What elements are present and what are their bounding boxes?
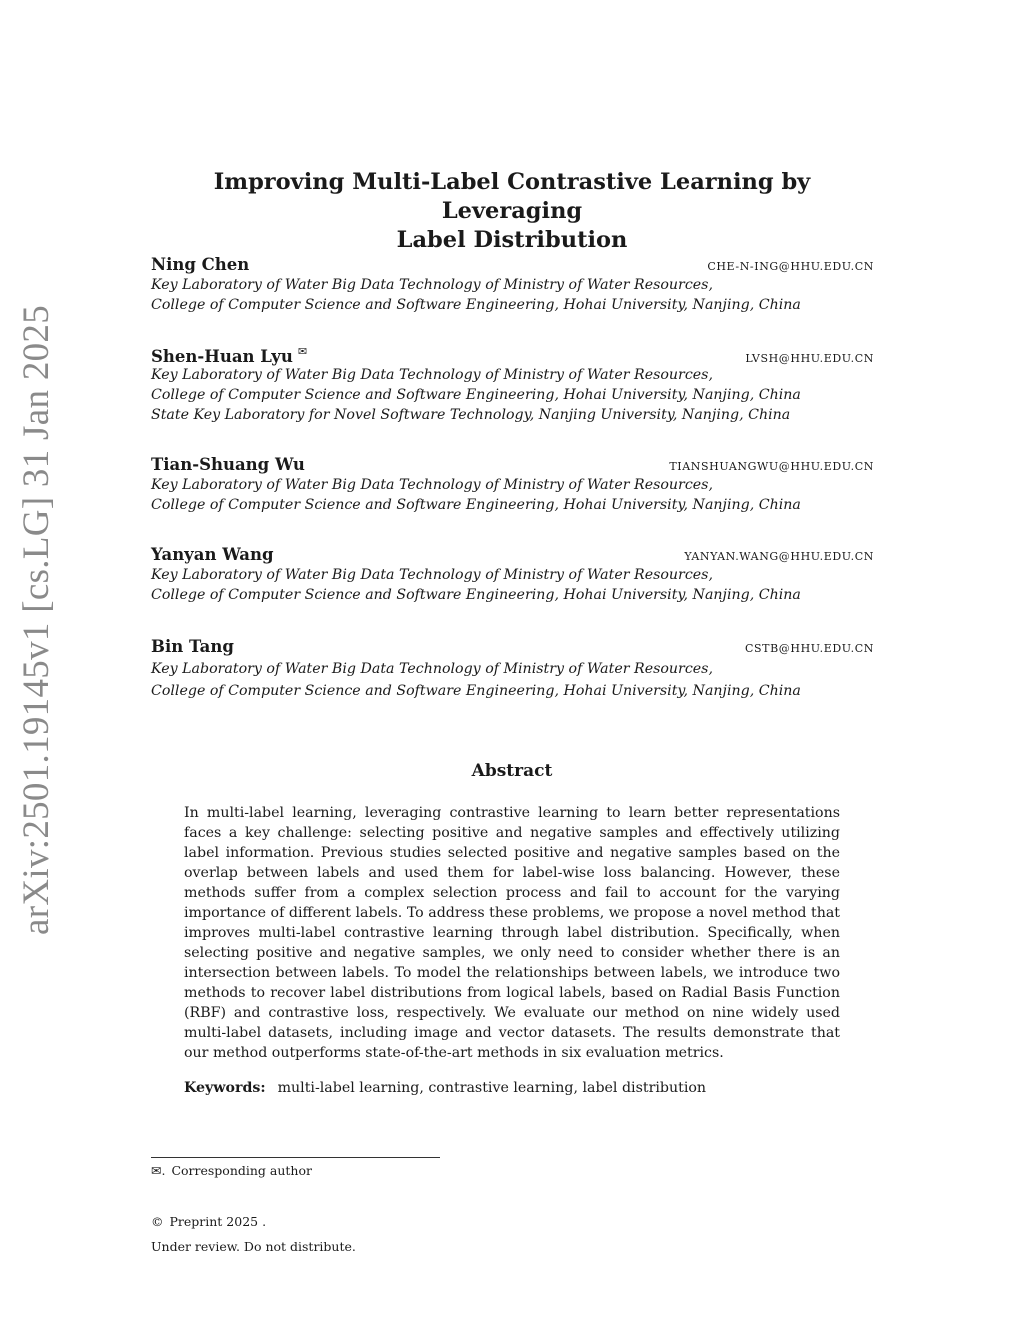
author-block xyxy=(151,255,874,315)
envelope-icon: ✉. xyxy=(151,1163,166,1178)
author-email[interactable]: TIANSHUANGWU@HHU.EDU.CN xyxy=(669,460,874,473)
author-block xyxy=(151,637,874,701)
author-affiliation: Key Laboratory of Water Big Data Technology of Ministry of Water Resources, xyxy=(151,477,713,493)
author-affiliation: College of Computer Science and Software Engineering, Hohai University, Nanjing, China xyxy=(151,587,801,603)
footnote-rule xyxy=(151,1157,440,1158)
author-name: Bin Tang xyxy=(151,637,234,656)
author-email[interactable]: YANYAN.WANG@HHU.EDU.CN xyxy=(684,550,874,563)
author-email[interactable]: CHE-N-ING@HHU.EDU.CN xyxy=(707,260,874,273)
author-block xyxy=(151,455,874,515)
footnote-corresponding xyxy=(151,1163,312,1179)
author-email[interactable]: CSTB@HHU.EDU.CN xyxy=(745,642,874,655)
abstract-text: In multi-label learning, leveraging contrastive learning to learn better representations faces a key challenge: selecting positive and negative samples and effectively utilizing label information. Previous studies selected positive and negative samples based on the overlap between labels and used them for label-wise loss balancing. However, these methods suffer from a complex selection process and fail to account for the varying importance of different labels. To address these problems, we propose a novel method that improves multi-label contrastive learning through label distribution. Specifically, when selecting positive and negative samples, we only need to consider whether there is an intersection between labels. To model the relationships between labels, we introduce two methods to recover label distributions from logical labels, based on Radial Basis Function (RBF) and contrastive loss, respectively. We evaluate our method on nine widely used multi-label datasets, including image and vector datasets. The results demonstrate that our method outperforms state-of-the-art methods in six evaluation metrics. xyxy=(184,805,840,1061)
keywords xyxy=(184,1078,840,1098)
copyright-icon: © xyxy=(151,1214,164,1229)
footnote-copyright xyxy=(151,1214,266,1230)
author-affiliation: Key Laboratory of Water Big Data Technology of Ministry of Water Resources, xyxy=(151,661,713,677)
author-name: Ning Chen xyxy=(151,255,250,274)
author-affiliation: Key Laboratory of Water Big Data Technology of Ministry of Water Resources, xyxy=(151,567,713,583)
envelope-icon: ✉ xyxy=(297,345,308,358)
arxiv-stamp: arXiv:2501.19145v1 [cs.LG] 31 Jan 2025 xyxy=(16,304,57,935)
author-affiliation: College of Computer Science and Software Engineering, Hohai University, Nanjing, China xyxy=(151,497,801,513)
author-affiliation: Key Laboratory of Water Big Data Technology of Ministry of Water Resources, xyxy=(151,367,713,383)
title-line-2: Label Distribution xyxy=(396,227,628,253)
title-line-1: Improving Multi-Label Contrastive Learning by Leveraging xyxy=(213,169,811,224)
author-affiliation: State Key Laboratory for Novel Software Technology, Nanjing University, Nanjing, China xyxy=(151,407,791,423)
keywords-label: Keywords: xyxy=(184,1080,266,1096)
author-name xyxy=(151,345,307,366)
author-name: Yanyan Wang xyxy=(151,545,274,564)
author-name: Tian-Shuang Wu xyxy=(151,455,305,474)
abstract-heading: Abstract xyxy=(471,761,553,781)
author-block xyxy=(151,345,874,425)
footnote-text: Preprint 2025 . xyxy=(169,1214,267,1229)
author-email[interactable]: LVSH@HHU.EDU.CN xyxy=(745,352,874,365)
author-affiliation: College of Computer Science and Software Engineering, Hohai University, Nanjing, China xyxy=(151,387,801,403)
paper-title xyxy=(140,168,884,255)
author-affiliation: Key Laboratory of Water Big Data Technology of Ministry of Water Resources, xyxy=(151,277,713,293)
author-affiliation: College of Computer Science and Software Engineering, Hohai University, Nanjing, China xyxy=(151,297,801,313)
author-block xyxy=(151,545,874,605)
author-affiliation: College of Computer Science and Software Engineering, Hohai University, Nanjing, China xyxy=(151,683,801,699)
author-name-text: Shen-Huan Lyu xyxy=(151,347,293,366)
footnote-review: Under review. Do not distribute. xyxy=(151,1239,356,1254)
keywords-value: multi-label learning, contrastive learning, label distribution xyxy=(277,1080,707,1096)
footnote-text: Corresponding author xyxy=(171,1163,312,1178)
